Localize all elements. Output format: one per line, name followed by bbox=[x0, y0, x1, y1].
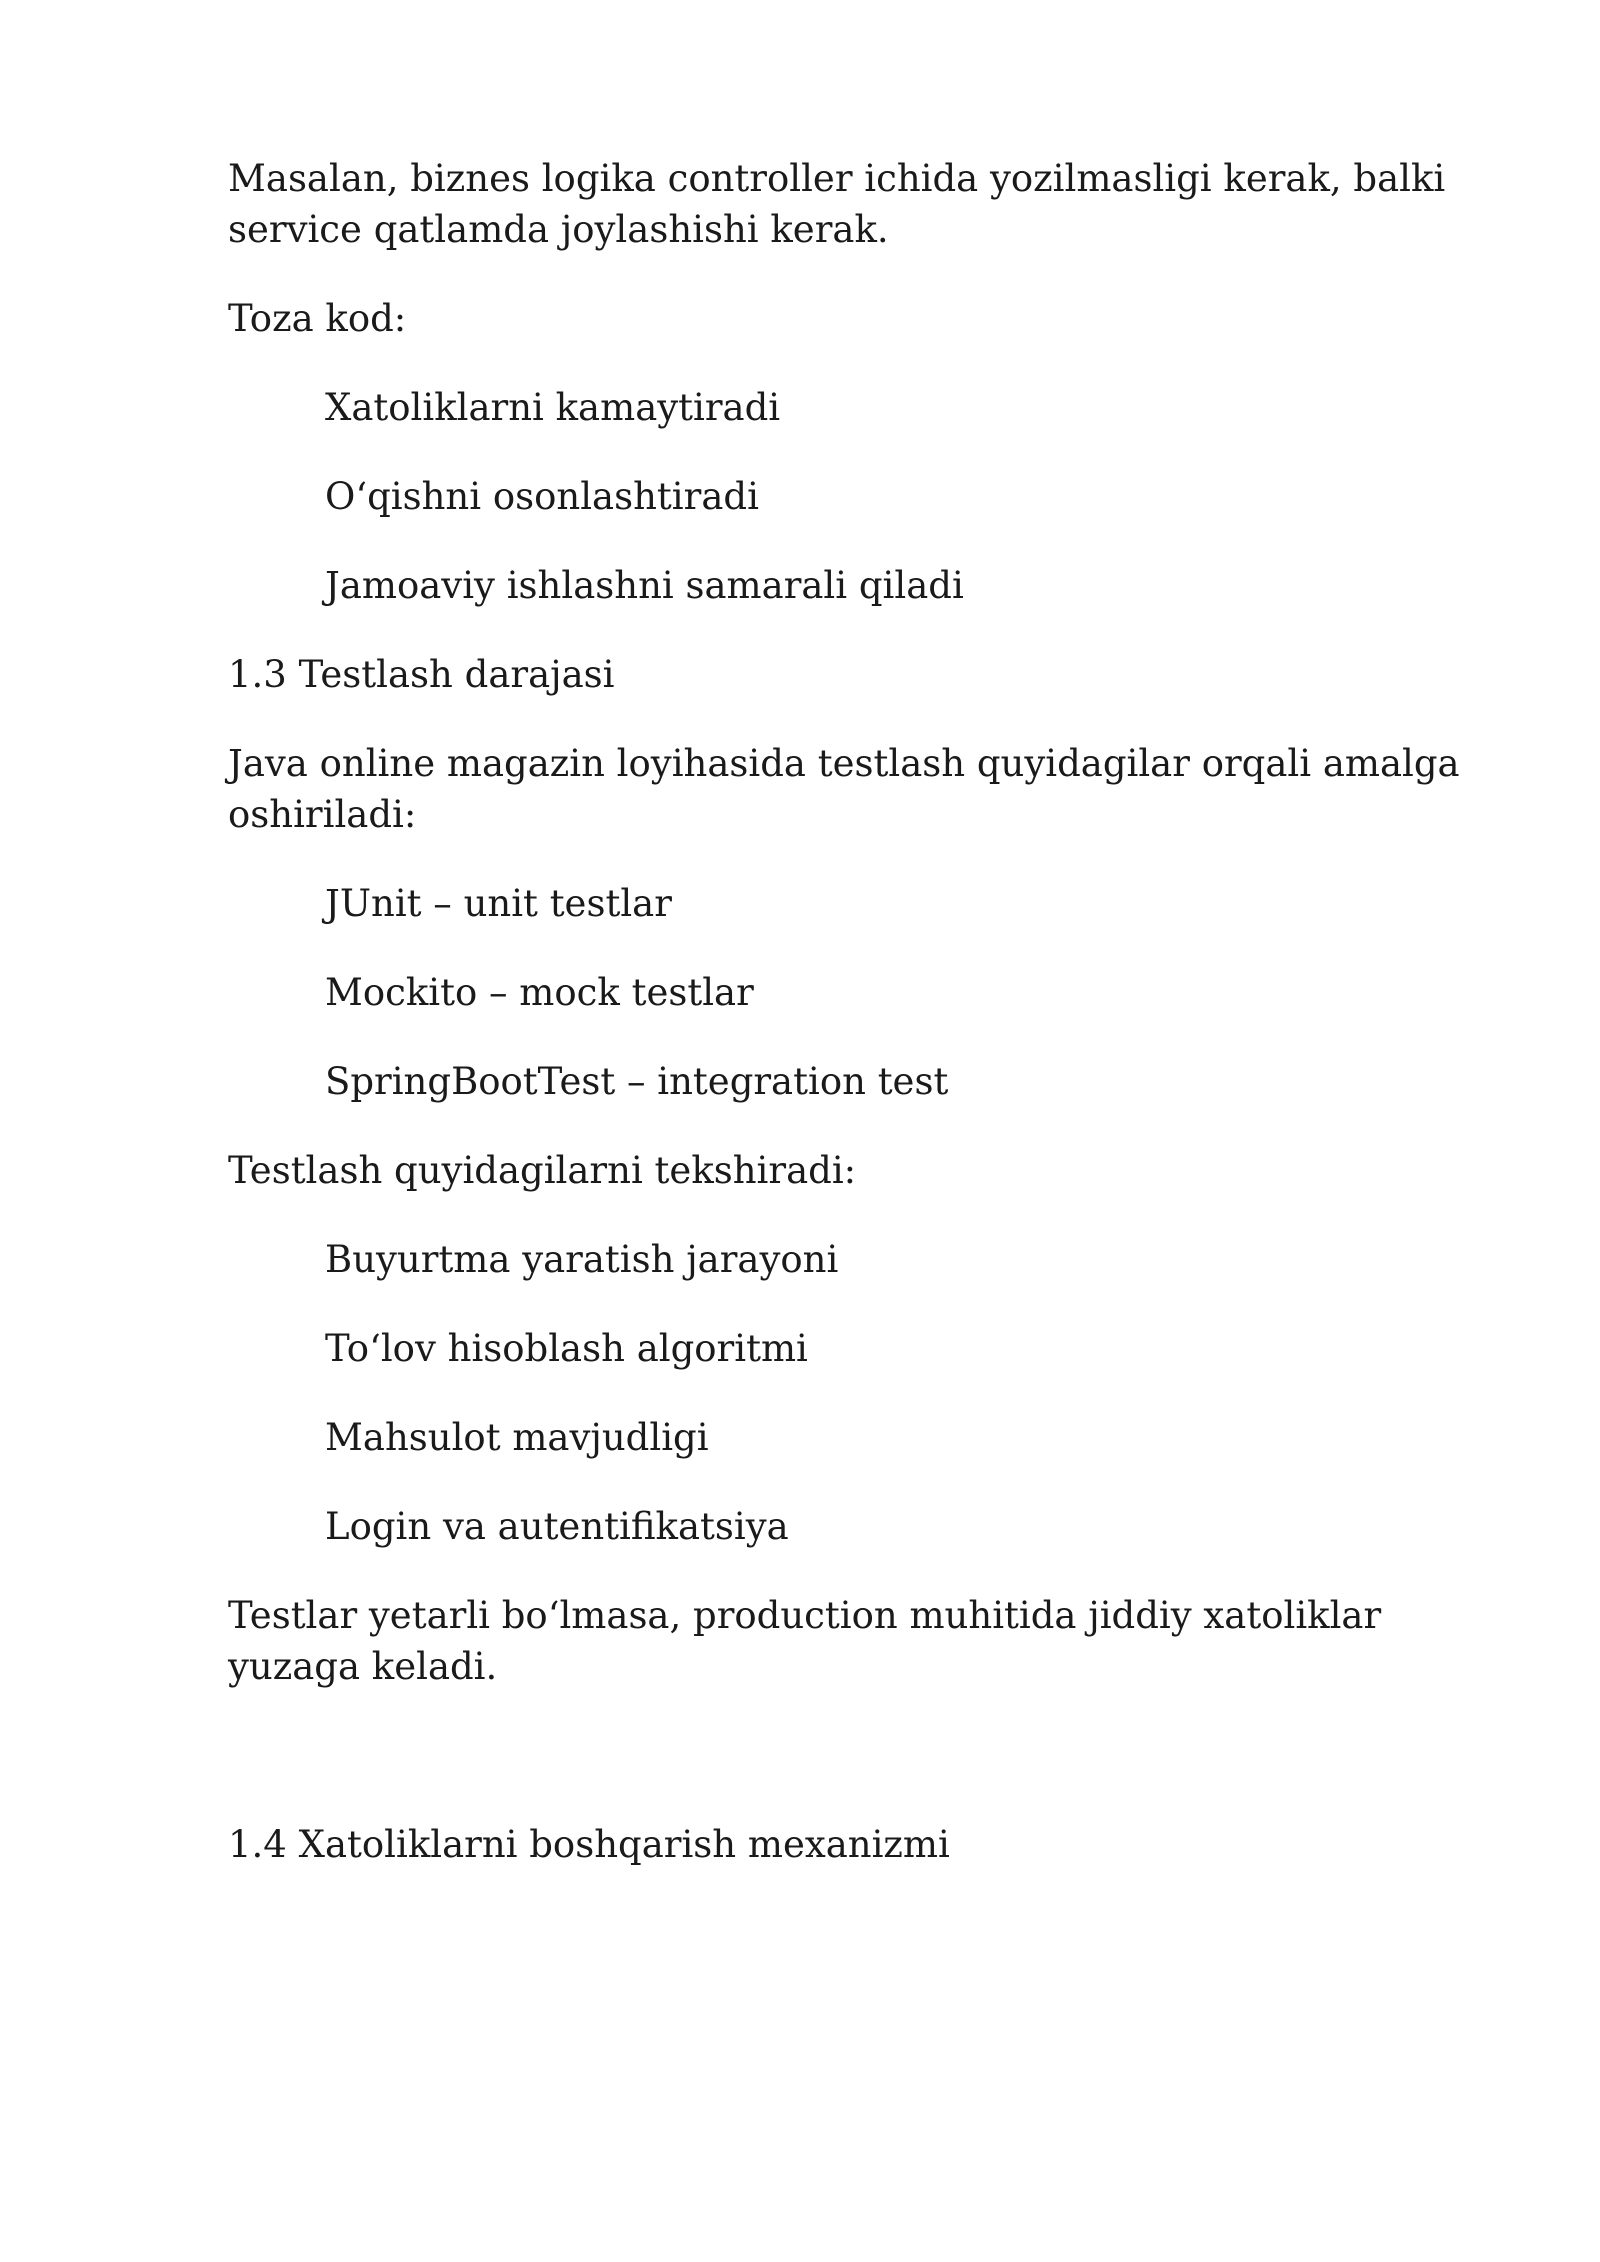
list-item: Jamoaviy ishlashni samarali qiladi bbox=[325, 564, 964, 607]
list-item: Mockito – mock testlar bbox=[325, 971, 754, 1014]
list-item: Login va autentifikatsiya bbox=[325, 1505, 789, 1548]
checks-heading: Testlash quyidagilarni tekshiradi: bbox=[228, 1149, 857, 1192]
intro-paragraph: Masalan, biznes logika controller ichida yozilmasligi kerak, balki service qatlamda joylashishi kerak. bbox=[228, 157, 1446, 251]
list-item: Mahsulot mavjudligi bbox=[325, 1416, 709, 1459]
clean-code-heading: Toza kod: bbox=[228, 297, 407, 340]
list-item: To‘lov hisoblash algoritmi bbox=[325, 1327, 808, 1370]
list-item: Xatoliklarni kamaytiradi bbox=[325, 386, 781, 429]
list-item: O‘qishni osonlashtiradi bbox=[325, 475, 759, 518]
list-item: SpringBootTest – integration test bbox=[325, 1060, 949, 1103]
list-item: JUnit – unit testlar bbox=[325, 882, 672, 925]
section-heading: 1.3 Testlash darajasi bbox=[228, 653, 615, 696]
conclusion-paragraph: Testlar yetarli bo‘lmasa, production muhitida jiddiy xatoliklar yuzaga keladi. bbox=[228, 1594, 1382, 1688]
testing-intro-paragraph: Java online magazin loyihasida testlash quyidagilar orqali amalga oshiriladi: bbox=[228, 742, 1460, 836]
section-heading: 1.4 Xatoliklarni boshqarish mexanizmi bbox=[228, 1823, 950, 1866]
list-item: Buyurtma yaratish jarayoni bbox=[325, 1238, 839, 1281]
